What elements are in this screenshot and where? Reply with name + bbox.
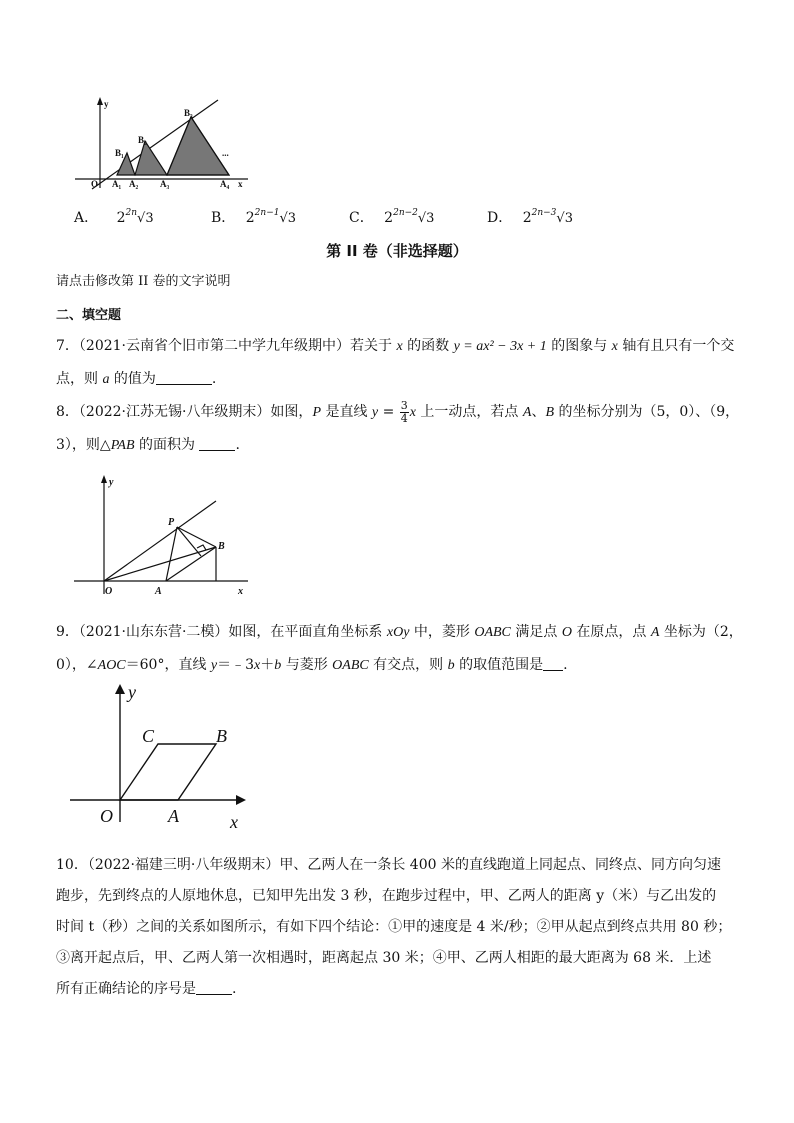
answer-blank-8[interactable] <box>199 436 235 451</box>
label-o: O <box>91 179 99 189</box>
figure-q6 <box>70 96 260 192</box>
line-y-3-4x <box>104 501 216 581</box>
label-x: x <box>230 812 238 832</box>
label-a1: A₁ <box>112 179 122 189</box>
triangle-a2b2a3 <box>135 141 167 175</box>
triangle-a3b3a4 <box>167 117 229 175</box>
label-a: A <box>155 586 162 597</box>
label-b: B <box>216 726 227 746</box>
volume-title: 第 II 卷（非选择题） <box>326 242 468 260</box>
label-b3: B₃ <box>184 108 193 118</box>
label-y: y <box>128 682 136 702</box>
x-arrow <box>236 795 246 805</box>
rhombus-oabc <box>120 744 216 800</box>
label-a3: A₃ <box>160 179 170 189</box>
question-10: 10．（2022·福建三明·八年级期末）甲、乙两人在一条长 400 米的直线跑道上同起点、同终点、同方向匀速 跑步，先到终点的人原地休息，已知甲先出发 3 秒，在跑步过程中，甲、乙两人的距离 y（米）与乙出发的 时间 t（秒）之间的关系如图所示，有如下四个结论：①甲的速度是 4 米/秒；②甲从起点到终点共用 80 秒； ③离开起点后，甲、乙两人第一次相遇时，距离起点 30 米；④甲、乙两人相距的最大距离为 68 米．上述 所有正确结论的序号是 . <box>56 857 732 997</box>
question-7: 7．（2021·云南省个旧市第二中学九年级期中）若关于 x 的函数 y = ax² − 3x + 1 的图象与 x 轴有且只有一个交 点，则 a 的值为 . <box>56 338 735 387</box>
option-a[interactable]: A． $2^{2n}√3$ <box>74 208 154 226</box>
figure-q8 <box>70 474 260 602</box>
segment-ob <box>104 547 216 581</box>
y-arrow <box>115 684 125 694</box>
label-a4: A₄ <box>220 179 230 189</box>
label-p: P <box>168 517 175 528</box>
option-c[interactable]: C． $2^{2n-2}√3$ <box>349 208 435 226</box>
label-y: y <box>109 477 114 488</box>
right-angle-mark <box>197 545 206 550</box>
label-y: y <box>104 99 109 109</box>
label-b: B <box>218 541 225 552</box>
y-arrow <box>101 475 107 483</box>
perpendicular <box>177 527 201 556</box>
figure-q9 <box>66 682 256 834</box>
question-8: 8．（2022·江苏无锡·八年级期末）如图，P 是直线 y = $\frac{3}{4}$ x 上一动点，若点 A、B 的坐标分别为（5，0）、（9， 3），则△PAB 的面积为 . <box>56 398 740 453</box>
option-b[interactable]: B． $2^{2n-1}√3$ <box>211 208 297 226</box>
label-c: C <box>142 726 155 746</box>
answer-blank-10[interactable] <box>196 980 232 995</box>
option-d[interactable]: D． $2^{2n-3}√3$ <box>487 208 573 226</box>
label-x: x <box>238 179 243 189</box>
label-o: O <box>100 806 113 826</box>
segment-pb <box>177 527 216 547</box>
section-title: 二、填空题 <box>56 308 122 323</box>
answer-blank-7[interactable] <box>156 370 212 385</box>
label-o: O <box>105 586 113 597</box>
label-dots: ... <box>222 148 229 158</box>
y-arrow <box>97 97 103 105</box>
label-b2: B₂ <box>138 135 147 145</box>
fraction-3-4: $\frac{3}{4}$ <box>400 398 408 425</box>
label-x: x <box>238 586 243 597</box>
label-a2: A₂ <box>129 179 139 189</box>
answer-blank-9[interactable] <box>543 656 563 671</box>
segment-ab <box>166 547 216 581</box>
question-9: 9．（2021·山东东营·二模）如图，在平面直角坐标系 xOy 中，菱形 OABC 满足点 O 在原点，点 A 坐标为（2， 0），∠AOC＝60°，直线 y＝﹣3x＋b 与菱形 OABC 有交点，则 b 的取值范围是 . <box>56 624 743 673</box>
label-b1: B₁ <box>115 148 124 158</box>
volume-note: 请点击修改第 II 卷的文字说明 <box>56 274 231 289</box>
label-a: A <box>168 806 179 826</box>
